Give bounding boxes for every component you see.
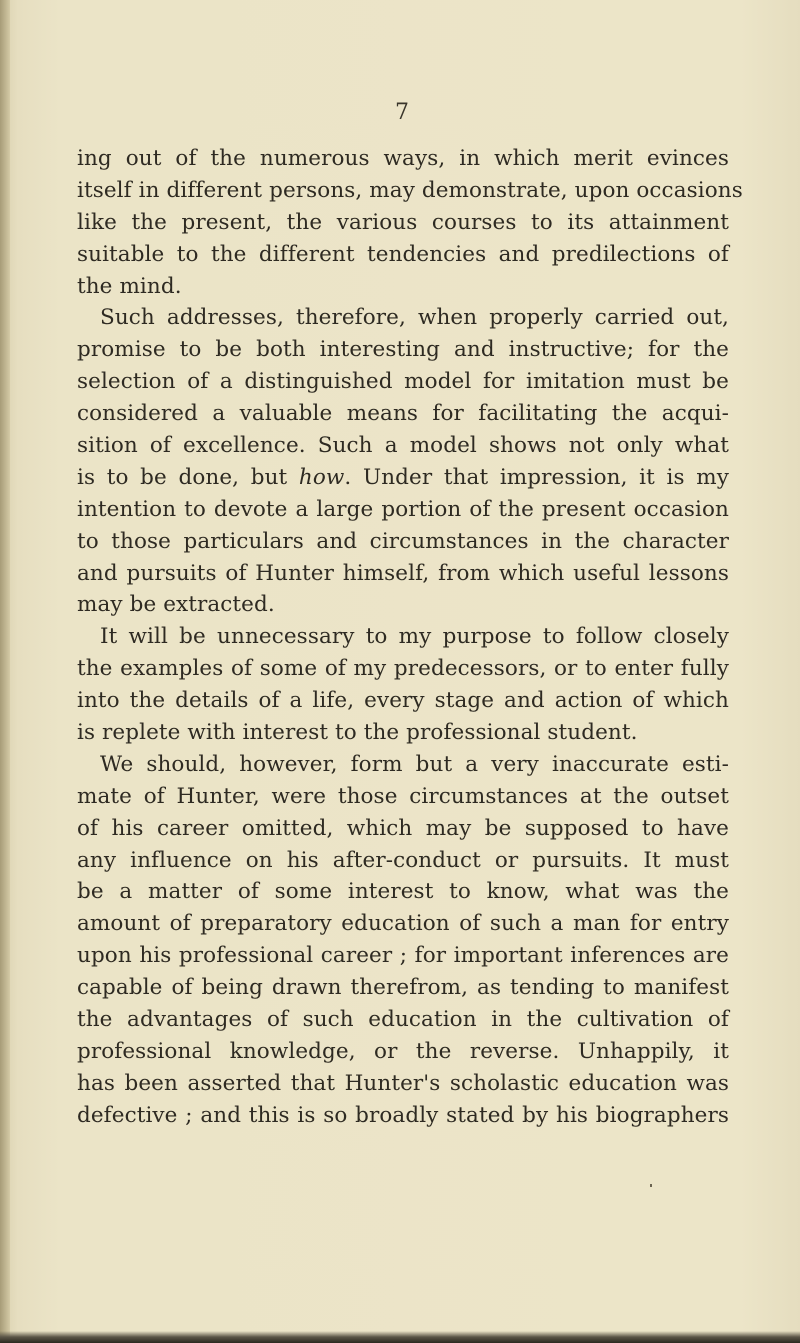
text-line: capable of being drawn therefrom, as tending to manifest — [77, 975, 729, 1001]
text-line: may be extracted. — [77, 592, 275, 618]
text-line: itself in different persons, may demonstrate, upon occasions — [77, 177, 743, 203]
text-line: mate of Hunter, were those circumstances at the outset — [77, 783, 729, 809]
text-line: sition of excellence. Such a model shows not only what — [77, 433, 729, 459]
text-line: the examples of some of my predecessors, or to enter fully — [77, 656, 729, 682]
text-line: defective ; and this is so broadly stated by his biographers — [77, 1102, 729, 1128]
body-text — [77, 143, 743, 1132]
text-line: to those particulars and circumstances in the character — [77, 528, 729, 554]
text-line: upon his professional career ; for important inferences are — [77, 943, 729, 969]
text-line: promise to be both interesting and instructive; for the — [77, 337, 729, 363]
text-line: of his career omitted, which may be supposed to have — [77, 815, 729, 841]
binding-edge — [0, 0, 10, 1343]
text-line: any influence on his after-conduct or pursuits. It must — [77, 847, 729, 873]
paper-speck — [650, 1184, 652, 1187]
page-number: 7 — [395, 100, 409, 125]
text-line: We should, however, form but a very inaccurate esti- — [100, 751, 729, 777]
text-line: intention to devote a large portion of the present occasion — [77, 496, 729, 522]
text-line: be a matter of some interest to know, what was the — [77, 879, 729, 905]
text-line: suitable to the different tendencies and predilections of — [77, 241, 729, 267]
page-bottom-edge — [0, 1331, 800, 1343]
emphasized-word: how — [298, 464, 345, 490]
text-line: is to be done, but how. Under that impression, it is my — [77, 464, 729, 490]
text-line: into the details of a life, every stage and action of which — [77, 688, 729, 714]
text-line: selection of a distinguished model for imitation must be — [77, 369, 729, 395]
text-line: the advantages of such education in the cultivation of — [77, 1007, 729, 1033]
text-line: the mind. — [77, 273, 182, 299]
text-line: It will be unnecessary to my purpose to follow closely — [100, 624, 729, 650]
text-line: has been asserted that Hunter's scholastic education was — [77, 1070, 729, 1096]
text-line: like the present, the various courses to its attainment — [77, 209, 729, 235]
text-line: professional knowledge, or the reverse. Unhappily, it — [77, 1038, 729, 1064]
text-line: considered a valuable means for facilitating the acqui- — [77, 401, 729, 427]
text-line: and pursuits of Hunter himself, from which useful lessons — [77, 560, 729, 586]
text-line: Such addresses, therefore, when properly carried out, — [100, 305, 729, 331]
text-line: is replete with interest to the professional student. — [77, 720, 638, 746]
text-line: amount of preparatory education of such a man for entry — [77, 911, 729, 937]
text-line: ing out of the numerous ways, in which merit evinces — [77, 146, 729, 171]
